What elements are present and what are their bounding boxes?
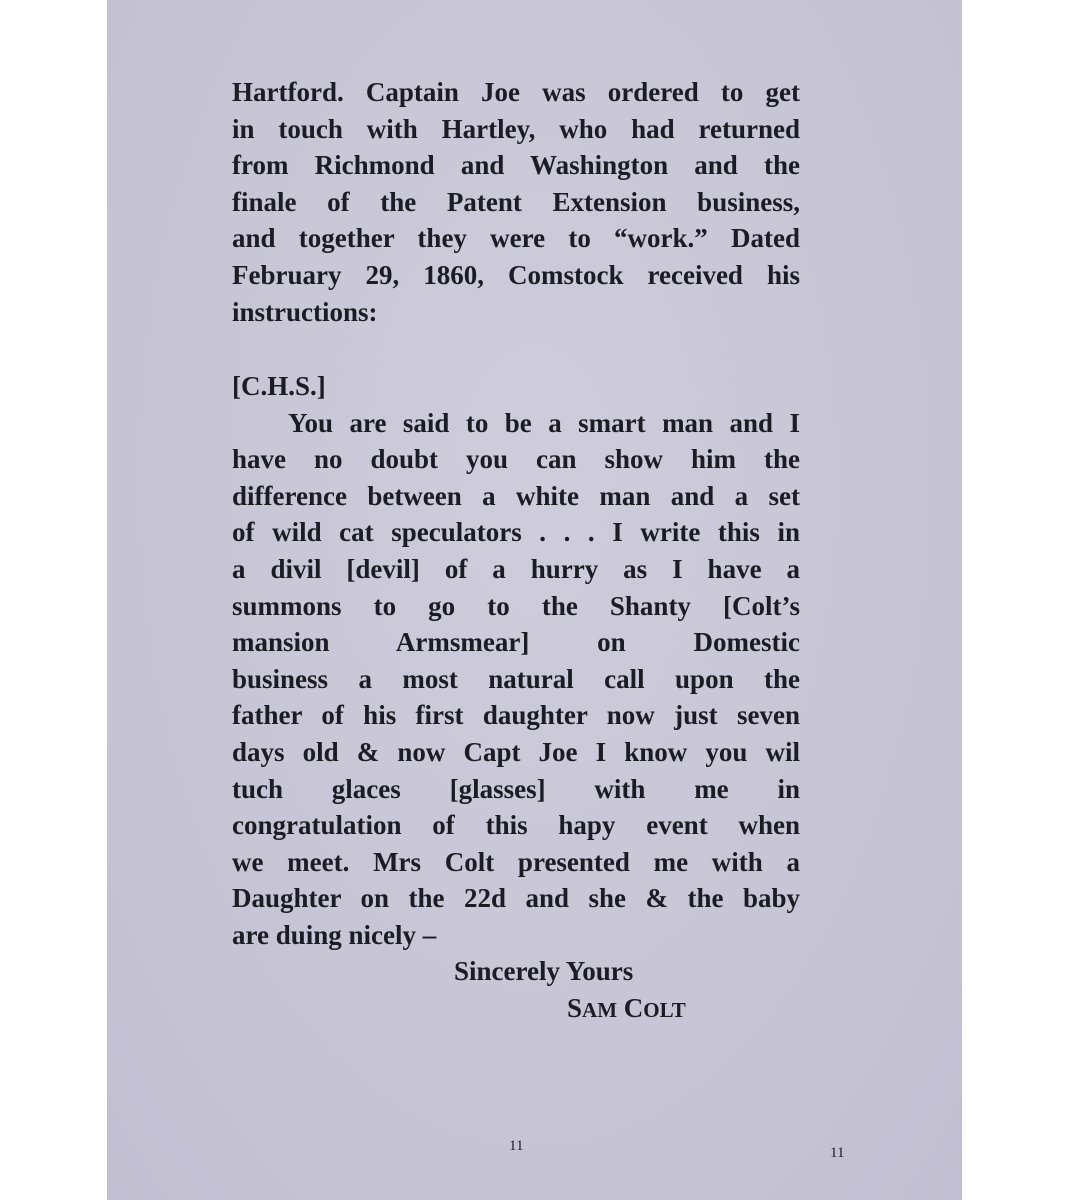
intro-line: in touch with Hartley, who had returned — [232, 113, 800, 144]
intro-line: Hartford. Captain Joe was ordered to get — [232, 77, 800, 107]
letter-line: tuch glaces [glasses] with me in — [232, 773, 800, 804]
signature-first-initial: S — [567, 993, 583, 1023]
signature-last-initial: C — [623, 993, 644, 1023]
letter-line: business a most natural call upon the — [232, 663, 800, 694]
source-label: [C.H.S.] — [232, 371, 326, 401]
letter-line: difference between a white man and a set — [232, 480, 800, 511]
signature-last-rest: OLT — [643, 998, 686, 1022]
signature-first-rest: AM — [582, 998, 618, 1022]
intro-paragraph — [232, 74, 800, 330]
intro-line: finale of the Patent Extension business, — [232, 186, 800, 217]
document-page — [107, 0, 962, 1200]
letter-line: we meet. Mrs Colt presented me with a — [232, 846, 800, 877]
intro-line: from Richmond and Washington and the — [232, 150, 800, 181]
signature — [567, 993, 686, 1024]
letter-line: father of his first daughter now just seven — [232, 700, 800, 731]
letter-line: days old & now Capt Joe I know you wil — [232, 736, 800, 767]
letter-line: You are said to be a smart man and I — [288, 407, 800, 438]
letter-line: summons to go to the Shanty [Colt’s — [232, 590, 800, 621]
closing-salutation: Sincerely Yours — [454, 956, 634, 986]
letter-line: Daughter on the 22d and she & the baby — [232, 883, 800, 914]
letter-line: of wild cat speculators . . . I write this in — [232, 517, 800, 548]
letter-line: a divil [devil] of a hurry as I have a — [232, 553, 800, 584]
letter-block — [232, 368, 800, 954]
letter-line: mansion Armsmear] on Domestic — [232, 627, 800, 658]
letter-line: congratulation of this hapy event when — [232, 810, 800, 841]
intro-line: February 29, 1860, Comstock received his — [232, 259, 800, 290]
intro-line: instructions: — [232, 296, 378, 327]
page-number-right: 11 — [830, 1145, 845, 1161]
letter-line: are duing nicely – — [232, 919, 437, 950]
intro-line: and together they were to “work.” Dated — [232, 223, 800, 254]
letter-line: have no doubt you can show him the — [232, 444, 800, 475]
page-number-center: 11 — [509, 1138, 524, 1154]
